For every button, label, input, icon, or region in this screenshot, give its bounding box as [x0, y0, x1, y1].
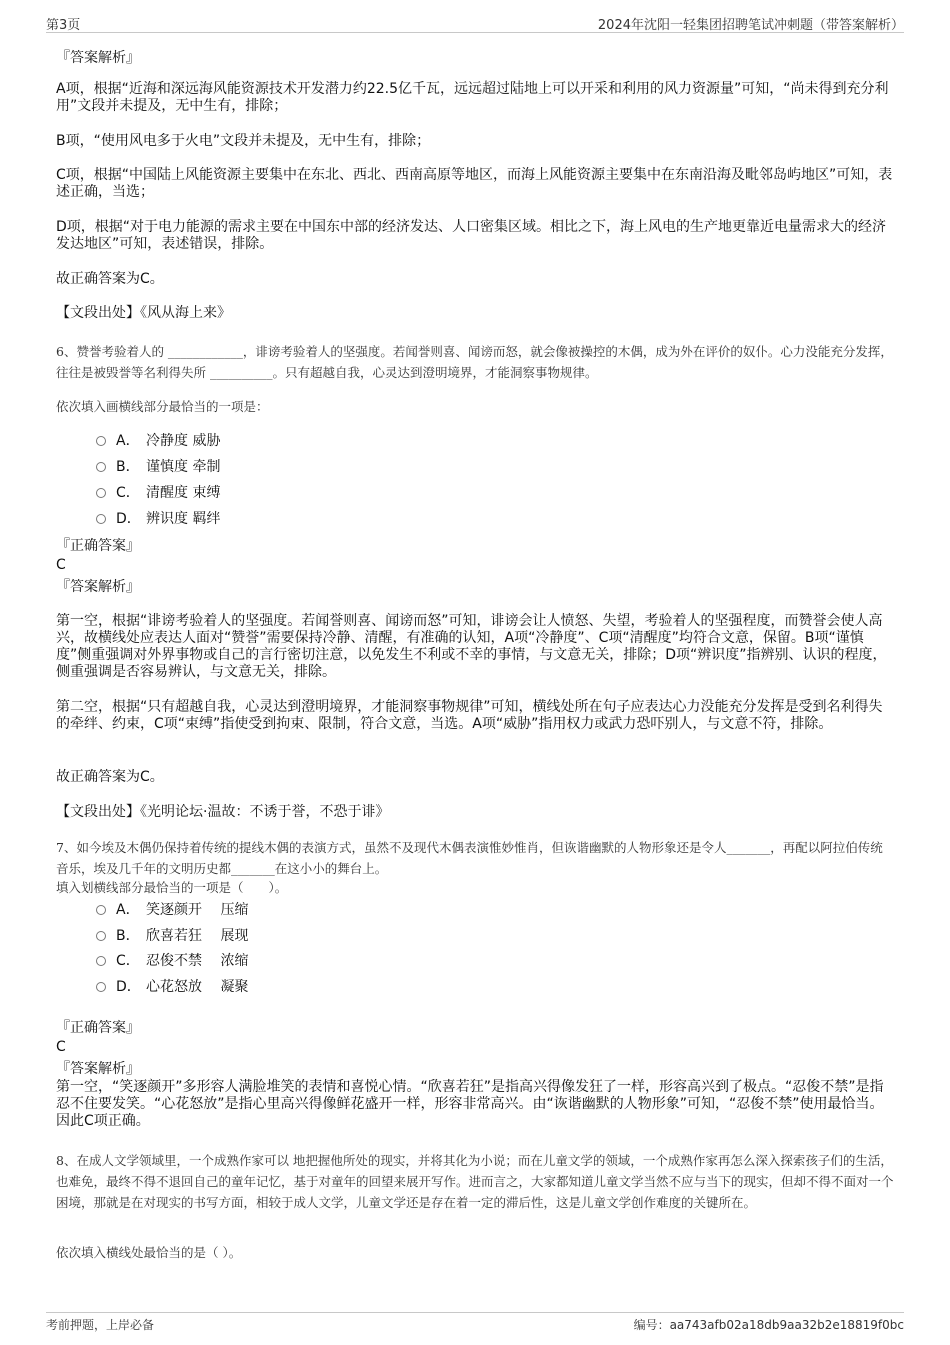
radio-icon[interactable] [96, 982, 106, 992]
question-6-option-d[interactable]: D． 辨识度 羁绊 [96, 511, 220, 528]
question-7-option-a[interactable]: A． 笑逐颜开 压缩 [96, 902, 248, 919]
correct-answer-value: C [56, 557, 66, 573]
analysis-blank-2: 第二空，根据“只有超越自我，心灵达到澄明境界，才能洞察事物规律”可知，横线处所在句子应表达心力没能充分发挥是受到名利得失的牵绊、约束，C项“束缚”指使受到拘束、限制，符合文意，当选。A项“威胁”指用权力或武力恐吓别人，与文意不符，排除。 [56, 699, 883, 732]
correct-answer-heading: 『正确答案』 [56, 538, 140, 554]
radio-icon[interactable] [96, 462, 106, 472]
question-7-stem: 7、如今埃及木偶仍保持着传统的提线木偶的表演方式，虽然不及现代木偶表演惟妙惟肖，但诙谐幽默的人物形象还是令人_______，再配以阿拉伯传统音乐，埃及几千年的文明历史都_______在这小小的舞台上。 [56, 840, 883, 876]
question-6-prompt: 依次填入画横线部分最恰当的一项是： [56, 399, 269, 414]
analysis-heading: 『答案解析』 [56, 50, 140, 66]
question-6-stem: 6、赞誉考验着人的 ____________，诽谤考验着人的坚强度。若闻誉则喜、闻谤而怒，就会像被操控的木偶，成为外在评价的奴仆。心力没能充分发挥，往往是被毁誉等名利得失所 __________。只有超越自我，心灵达到澄明境界，才能洞察事物规律。 [56, 344, 893, 380]
question-6-option-b[interactable]: B． 谨慎度 牵制 [96, 459, 220, 476]
analysis-heading: 『答案解析』 [56, 579, 140, 595]
radio-icon[interactable] [96, 905, 106, 915]
document-id: 编号：aa743afb02a18db9aa32b2e18819f0bc [633, 1318, 904, 1332]
answer-statement: 故正确答案为C。 [56, 271, 164, 287]
source-note: 【文段出处】《光明论坛·温故：不诱于誉，不恐于诽》 [56, 804, 390, 820]
radio-icon[interactable] [96, 436, 106, 446]
document-title: 2024年沈阳一轻集团招聘笔试冲刺题（带答案解析） [597, 18, 904, 33]
page-footer [46, 1312, 904, 1333]
radio-icon[interactable] [96, 514, 106, 524]
analysis-option-a: A项，根据“近海和深远海风能资源技术开发潜力约22.5亿千瓦，远远超过陆地上可以开采和利用的风力资源量”可知，“尚未得到充分利用”文段并未提及，无中生有，排除； [56, 81, 889, 114]
analysis-text: 第一空，“笑逐颜开”多形容人满脸堆笑的表情和喜悦心情。“欣喜若狂”是指高兴得像发狂了一样，形容高兴到了极点。“忍俊不禁”是指忍不住要发笑。“心花怒放”是指心里高兴得像鲜花盛开一样，形容非常高兴。由“诙谐幽默的人物形象”可知，“忍俊不禁”使用最恰当。因此C项正确。 [56, 1079, 884, 1129]
page-number: 第3页 [46, 18, 81, 33]
radio-icon[interactable] [96, 931, 106, 941]
question-6-option-c[interactable]: C． 清醒度 束缚 [96, 485, 220, 502]
answer-statement: 故正确答案为C。 [56, 769, 164, 785]
correct-answer-heading: 『正确答案』 [56, 1020, 140, 1036]
question-7-option-d[interactable]: D． 心花怒放 凝聚 [96, 979, 248, 996]
correct-answer-value: C [56, 1039, 66, 1055]
analysis-option-b: B项，“使用风电多于火电”文段并未提及，无中生有，排除； [56, 133, 431, 149]
analysis-blank-1: 第一空，根据“诽谤考验着人的坚强度。若闻誉则喜、闻谤而怒”可知，诽谤会让人愤怒、失望，考验着人的坚强程度，而赞誉会使人高兴，故横线处应表达人面对“赞誉”需要保持冷静、清醒，有准确的认知，A项“冷静度”、C项“清醒度”均符合文意，保留。B项“谨慎度”侧重强调对外界事物或自己的言行密切注意，以免发生不利或不幸的事情，与文意无关，排除；D项“辨识度”指辨别、认识的程度，侧重强调是否容易辨认，与文意无关，排除。 [56, 613, 887, 680]
question-7-option-c[interactable]: C． 忍俊不禁 浓缩 [96, 953, 248, 970]
question-6-option-a[interactable]: A． 冷静度 威胁 [96, 433, 220, 450]
analysis-heading: 『答案解析』 [56, 1061, 140, 1077]
page-header [46, 14, 904, 33]
question-8-stem: 8、在成人文学领域里，一个成熟作家可以 地把握他所处的现实，并将其化为小说；而在儿童文学的领域，一个成熟作家再怎么深入探索孩子们的生活，也难免，最终不得不退回自己的童年记忆，基于对童年的回望来展开写作。进而言之，大家都知道儿童文学当然不应与当下的现实，但却不得不面对一个困境，那就是在对现实的书写方面，相较于成人文学，儿童文学还是存在着一定的滞后性，这是儿童文学创作难度的关键所在。 [56, 1153, 894, 1210]
radio-icon[interactable] [96, 956, 106, 966]
analysis-option-c: C项，根据“中国陆上风能资源主要集中在东北、西北、西南高原等地区，而海上风能资源主要集中在东南沿海及毗邻岛屿地区”可知，表述正确，当选； [56, 167, 893, 200]
question-7-option-b[interactable]: B． 欣喜若狂 展现 [96, 928, 248, 945]
question-8-prompt: 依次填入横线处最恰当的是（ ）。 [56, 1245, 242, 1260]
source-note: 【文段出处】《风从海上来》 [56, 305, 231, 321]
footer-slogan: 考前押题，上岸必备 [46, 1318, 155, 1332]
radio-icon[interactable] [96, 488, 106, 498]
analysis-option-d: D项，根据“对于电力能源的需求主要在中国东中部的经济发达、人口密集区域。相比之下，海上风电的生产地更靠近电量需求大的经济发达地区”可知，表述错误，排除。 [56, 219, 887, 252]
question-7-prompt: 填入划横线部分最恰当的一项是（ ）。 [56, 880, 288, 895]
